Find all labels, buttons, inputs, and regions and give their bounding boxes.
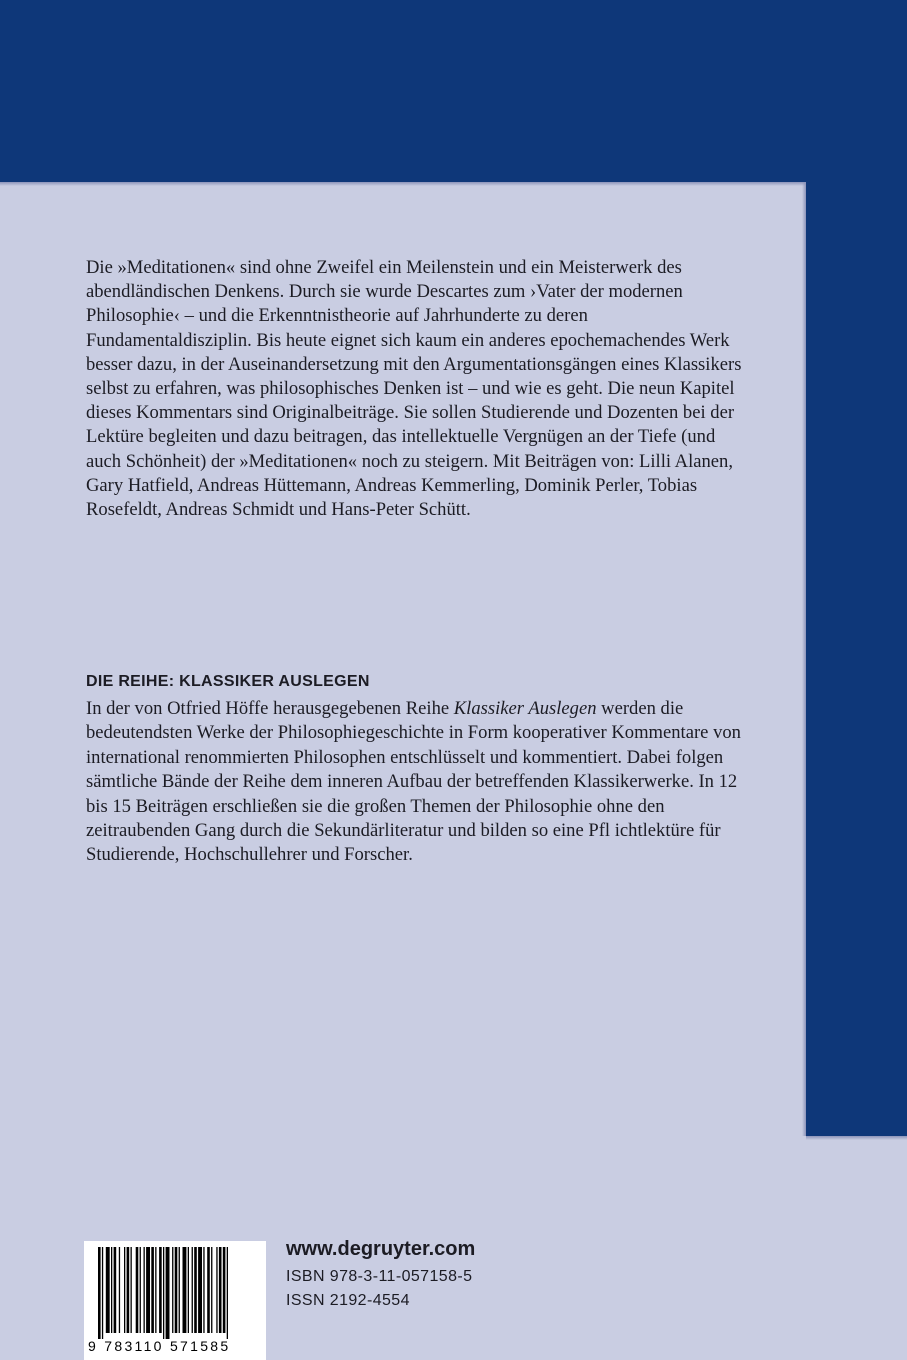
barcode-bar [140, 1247, 141, 1333]
panel-shadow-right [802, 182, 806, 1136]
barcode-bar [136, 1247, 139, 1333]
barcode-bar [144, 1247, 145, 1333]
barcode-bar [188, 1247, 189, 1333]
barcode-bar [98, 1247, 101, 1339]
barcode-bar [207, 1247, 210, 1333]
barcode-bar [163, 1247, 164, 1339]
band-shadow-bottom [806, 1136, 907, 1140]
right-color-band [806, 0, 907, 1136]
barcode-bar [183, 1247, 187, 1333]
barcode-bar [227, 1247, 228, 1339]
series-text-before: In der von Otfried Höffe herausgegebenen Reihe [86, 698, 454, 719]
barcode-bar [159, 1247, 162, 1333]
issn-number: ISSN 2192-4554 [286, 1292, 410, 1309]
series-description [86, 697, 756, 868]
series-heading: DIE REIHE: KLASSIKER AUSLEGEN [86, 673, 370, 690]
barcode-bar [179, 1247, 180, 1333]
barcode-bar [119, 1247, 120, 1333]
top-color-band [0, 0, 907, 182]
panel-shadow-top [0, 182, 806, 186]
barcode-bar [102, 1247, 103, 1339]
publisher-url[interactable]: www.degruyter.com [286, 1238, 476, 1260]
barcode-bar [203, 1247, 204, 1333]
barcode-bar [219, 1247, 222, 1333]
barcode-bar [111, 1247, 112, 1333]
barcode-bar [155, 1247, 156, 1333]
barcode-bar [166, 1247, 170, 1339]
barcode-bar [192, 1247, 193, 1333]
book-blurb: Die »Meditationen« sind ohne Zweifel ein Meilenstein und ein Meisterwerk des abendländischen Denkens. Durch sie wurde Descartes zum ›Vater der modernen Philosophie‹ – und die Erkenntnistheorie auf Jahrhunderte zu deren Fundamentaldisziplin. Bis heute eignet sich kaum ein anderes epochemachendes Werk besser dazu, in der Auseinandersetzung mit den Argumentationsgängen eines Klassikers selbst zu erfahren, was philosophisches Denken ist – und wie es geht. Die neun Kapitel dieses Kommentars sind Originalbeiträge. Sie sollen Studierende und Dozenten bei der Lektüre begleiten und dazu beitragen, das intellektuelle Vergnügen an der Tiefe (und auch Schönheit) der »Meditationen« noch zu steigern. Mit Beiträgen von: Lilli Alanen, Gary Hatfield, Andreas Hüttemann, Andreas Kemmerling, Dominik Perler, Tobias Rosefeldt, Andreas Schmidt und Hans-Peter Schütt. [86, 257, 742, 521]
barcode-bar [127, 1247, 130, 1333]
barcode-bar [114, 1247, 117, 1333]
series-text-after: werden die bedeutendsten Werke der Philosophiegeschichte in Form kooperativer Kommentare von international renommierten Philosophen entschlüsselt und kommentiert. Dabei folgen sämtliche Bände der Reihe dem inneren Aufbau der betreffenden Klassikerwerke. In 12 bis 15 Beiträgen erschließen sie die großen Themen der Philosophie ohne den zeitraubenden Gang durch die Sekundärliteratur und bilden so eine Pfl ichtlektüre für Studierende, Hochschullehrer und Forscher. [86, 698, 741, 866]
barcode-bar [131, 1247, 132, 1333]
barcode-bar [198, 1247, 202, 1333]
barcode-bar [172, 1247, 173, 1333]
barcode-bar [194, 1247, 197, 1333]
barcode-bar [223, 1247, 226, 1333]
barcode-bar [175, 1247, 178, 1333]
barcode-digits: 9 783110 571585 [88, 1338, 231, 1354]
barcode-bar [216, 1247, 217, 1333]
barcode-bar [106, 1247, 110, 1333]
barcode-bar [146, 1247, 150, 1333]
barcode-bars [84, 1241, 266, 1341]
isbn-barcode [84, 1241, 266, 1360]
barcode-bar [151, 1247, 154, 1333]
barcode-bar [124, 1247, 125, 1333]
series-title: Klassiker Auslegen [453, 698, 597, 719]
isbn-number: ISBN 978-3-11-057158-5 [286, 1268, 473, 1285]
barcode-bar [211, 1247, 212, 1333]
